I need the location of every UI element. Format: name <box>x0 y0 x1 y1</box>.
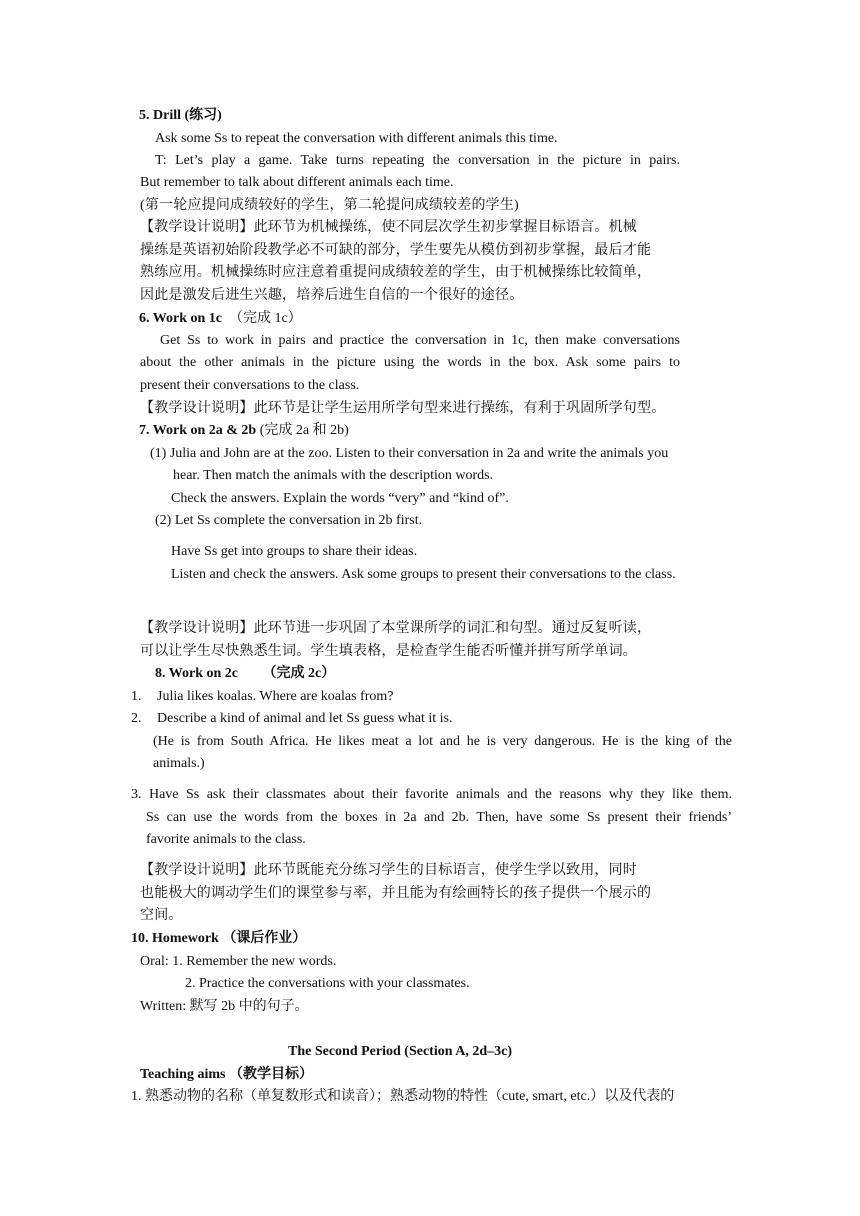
work2ab-item: (2) Let Ss complete the conversation in 2b first. <box>155 513 423 528</box>
work2ab-item: hear. Then match the animals with the description words. <box>173 468 494 483</box>
design-note: 【教学设计说明】此环节既能充分练习学生的目标语言，使学生学以致用，同时 <box>140 863 637 878</box>
design-note: 【教学设计说明】此环节进一步巩固了本堂课所学的词汇和句型。通过反复听读， <box>140 621 652 636</box>
work2ab-item: Check the answers. Explain the words “very” and “kind of”. <box>171 491 509 506</box>
list-item: favorite animals to the class. <box>146 832 306 847</box>
list-number: 2. <box>131 711 142 726</box>
work2c-heading-bold: 8. Work on 2c <box>155 666 238 681</box>
work2ab-heading-rest: (完成 2a 和 2b) <box>256 423 349 438</box>
drill-line: (第一轮应提问成绩较好的学生，第二轮提问成绩较差的学生) <box>140 198 519 213</box>
work1c-heading-bold: 6. Work on 1c <box>139 311 222 326</box>
homework-line: 2. Practice the conversations with your classmates. <box>185 976 470 991</box>
work1c-heading-rest: （完成 1c） <box>228 311 302 326</box>
aim-item: 1. 熟悉动物的名称（单复数形式和读音）；熟悉动物的特性（cute, smart, etc.）以及代表的 <box>131 1089 675 1104</box>
list-item: Julia likes koalas. Where are koalas from? <box>157 689 394 704</box>
list-number: 1. <box>131 689 142 704</box>
work1c-line: present their conversations to the class. <box>140 378 360 393</box>
homework-line: Oral: 1. Remember the new words. <box>140 954 337 969</box>
drill-line: T: Let’s play a game. Take turns repeating the conversation in the picture in pairs. <box>155 153 680 168</box>
period-title: The Second Period (Section A, 2d–3c) <box>288 1044 512 1059</box>
work2ab-item: Have Ss get into groups to share their ideas. <box>171 544 418 559</box>
design-note: 熟练应用。机械操练时应注意着重提问成绩较差的学生，由于机械操练比较简单， <box>140 265 652 280</box>
work1c-line: about the other animals in the picture using the words in the box. Ask some pairs to <box>140 355 680 370</box>
aims-heading: Teaching aims （教学目标） <box>140 1067 313 1082</box>
design-note: 空间。 <box>140 908 183 923</box>
drill-heading: 5. Drill (练习) <box>139 108 222 123</box>
work2ab-heading <box>139 420 349 443</box>
design-note: 可以让学生尽快熟悉生词。学生填表格，是检查学生能否听懂并拼写所学单词。 <box>140 644 637 659</box>
work2ab-heading-bold: 7. Work on 2a & 2b <box>139 423 257 438</box>
list-item-sub: animals.) <box>153 756 205 771</box>
design-note: 【教学设计说明】此环节是让学生运用所学句型来进行操练，有利于巩固所学句型。 <box>140 401 666 416</box>
drill-line: Ask some Ss to repeat the conversation with different animals this time. <box>155 131 558 146</box>
list-item: 3. Have Ss ask their classmates about their favorite animals and the reasons why they like them. <box>131 787 732 802</box>
work1c-line: Get Ss to work in pairs and practice the conversation in 1c, then make conversations <box>160 333 680 348</box>
design-note: 因此是激发后进生兴趣，培养后进生自信的一个很好的途径。 <box>140 288 524 303</box>
homework-heading: 10. Homework （课后作业） <box>131 931 307 946</box>
work2c-heading-rest: （完成 2c） <box>262 666 336 681</box>
work2ab-item: (1) Julia and John are at the zoo. Listen to their conversation in 2a and write the animals you <box>150 446 669 461</box>
list-item-sub: (He is from South Africa. He likes meat a lot and he is very dangerous. He is the king of the <box>153 734 732 749</box>
list-item: Ss can use the words from the boxes in 2a and 2b. Then, have some Ss present their friends’ <box>146 810 732 825</box>
homework-line: Written: 默写 2b 中的句子。 <box>140 999 309 1014</box>
design-note: 【教学设计说明】此环节为机械操练，使不同层次学生初步掌握目标语言。机械 <box>140 220 637 235</box>
design-note: 也能极大的调动学生们的课堂参与率，并且能为有绘画特长的孩子提供一个展示的 <box>140 886 652 901</box>
work1c-heading <box>139 308 302 331</box>
list-item: Describe a kind of animal and let Ss guess what it is. <box>157 711 453 726</box>
work2ab-item: Listen and check the answers. Ask some groups to present their conversations to the class. <box>171 567 676 582</box>
work2c-heading <box>155 663 335 686</box>
drill-line: But remember to talk about different animals each time. <box>140 175 454 190</box>
design-note: 操练是英语初始阶段教学必不可缺的部分，学生要先从模仿到初步掌握，最后才能 <box>140 243 652 258</box>
